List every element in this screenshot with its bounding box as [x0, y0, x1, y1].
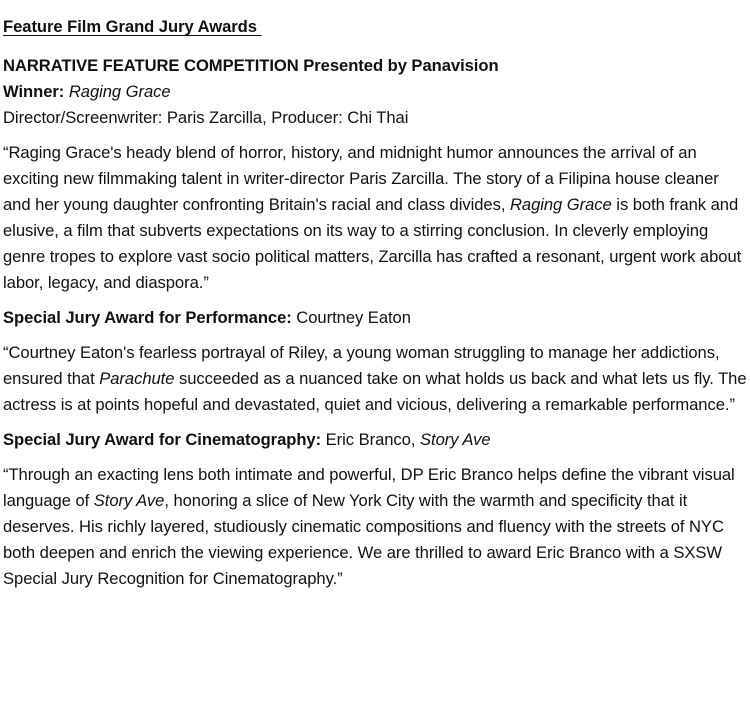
document-body: [3, 14, 747, 601]
film-title: Story Ave: [93, 491, 165, 510]
film-title: Story Ave: [419, 430, 491, 449]
film-title: Raging Grace: [509, 195, 612, 214]
winner-label: Winner:: [3, 82, 65, 101]
jury-statement-performance: [3, 340, 747, 418]
page-title: Feature Film Grand Jury Awards: [3, 17, 262, 36]
credits-line: Director/Screenwriter: Paris Zarcilla, Producer: Chi Thai: [3, 108, 409, 127]
cinematography-award-line: [3, 427, 747, 453]
performance-award-line: [3, 305, 747, 331]
jury-statement-cinematography: [3, 462, 747, 592]
film-title: Parachute: [99, 369, 175, 388]
performance-recipient: Courtney Eaton: [291, 308, 411, 327]
cinematography-recipient: Eric Branco,: [321, 430, 420, 449]
winner-line: [3, 79, 747, 105]
quote-text: succeeded as a nuanced take on what holds us back and what lets us fly. The actress is at points hopeful and devastated, quiet and vicious, delivering a remarkable performance.”: [3, 369, 747, 414]
quote-text: “Raging Grace's heady blend of horror, history, and midnight humor announces the arrival of an exciting new filmmaking talent in writer-director Paris Zarcilla. The story of a Filipina house cleaner and her young daughter confronting Britain's racial and class divides,: [3, 143, 719, 214]
competition-title: NARRATIVE FEATURE COMPETITION Presented by Panavision: [3, 56, 499, 75]
quote-text: is both frank and elusive, a film that subverts expectations on its way to a stirring conclusion. In cleverly employing genre tropes to explore vast socio political matters, Zarcilla has crafted a resonant, urgent work about labor, legacy, and diaspora.”: [3, 195, 742, 292]
quote-text: “Through an exacting lens both intimate and powerful, DP Eric Branco helps define the vibrant visual language of: [3, 465, 735, 510]
competition-block: [3, 53, 747, 131]
performance-award-label: Special Jury Award for Performance:: [3, 308, 292, 327]
cinematography-award-label: Special Jury Award for Cinematography:: [3, 430, 322, 449]
jury-statement-winner: [3, 140, 747, 296]
quote-text: , honoring a slice of New York City with the warmth and specificity that it deserves. His richly layered, studiously cinematic compositions and fluency with the streets of NYC both deepen and enrich the viewing experience. We are thrilled to award Eric Branco with a SXSW Special Jury Recognition for Cinematography.”: [3, 491, 724, 588]
quote-text: “Courtney Eaton's fearless portrayal of Riley, a young woman struggling to manage her addictions, ensured that: [3, 343, 720, 388]
winner-film: Raging Grace: [68, 82, 171, 101]
